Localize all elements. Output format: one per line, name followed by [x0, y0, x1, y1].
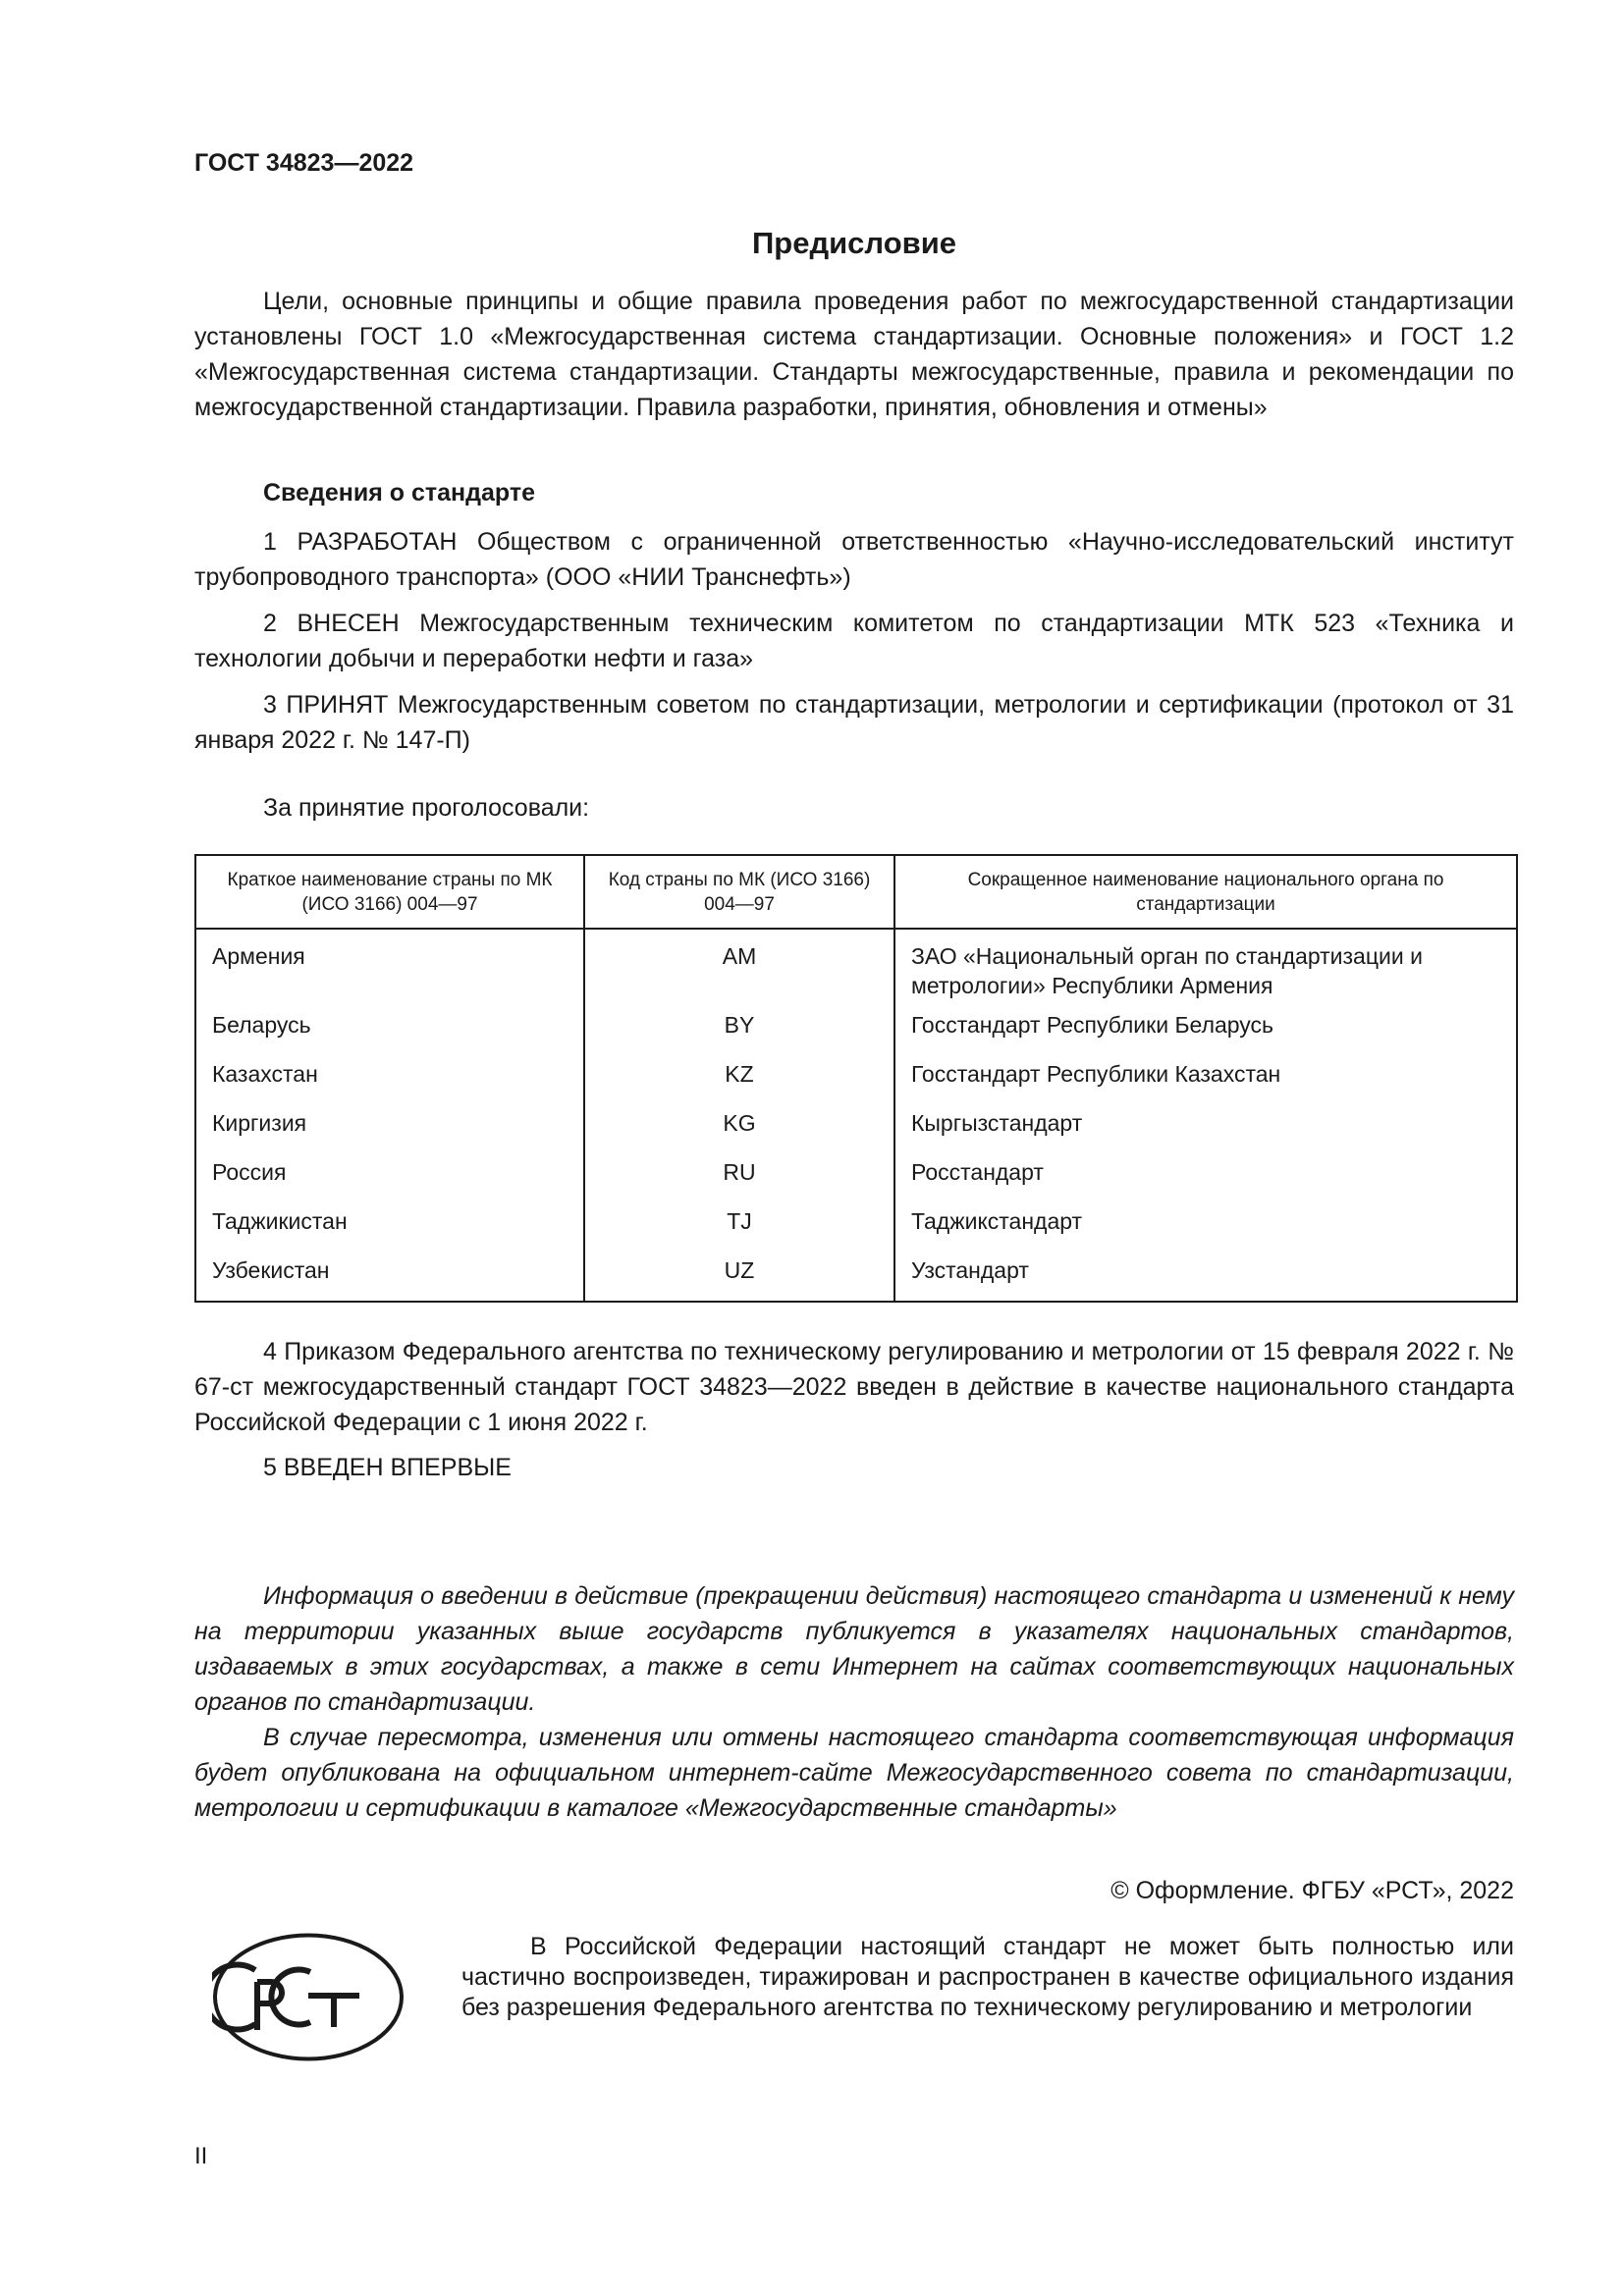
page-title: Предисловие — [751, 226, 956, 260]
code-cell: TJ — [584, 1206, 894, 1255]
table-row — [195, 929, 1517, 1010]
item-1 — [194, 524, 1514, 595]
header-code: Код страны по МК (ИСО 3166) 004—97 — [584, 855, 894, 929]
body-cell: Узстандарт — [894, 1255, 1517, 1302]
country-cell: Киргизия — [195, 1108, 584, 1157]
item-5-text: 5 ВВЕДЕН ВПЕРВЫЕ — [263, 1454, 512, 1481]
item-5 — [194, 1450, 1514, 1485]
body-cell: Росстандарт — [894, 1157, 1517, 1206]
code-cell: UZ — [584, 1255, 894, 1302]
body-cell: Таджикстандарт — [894, 1206, 1517, 1255]
country-cell: Россия — [195, 1157, 584, 1206]
rights-text: В Российской Федерации настоящий стандарт не может быть полностью или частично воспроизведен, тиражирован и распространен в качестве официального издания без разрешения Федерального агентства по техническому регулированию и метрологии — [461, 1933, 1514, 2021]
header-body: Сокращенное наименование национального органа по стандартизации — [894, 855, 1517, 929]
header-country: Краткое наименование страны по МК (ИСО 3166) 004—97 — [195, 855, 584, 929]
table-row — [195, 1206, 1517, 1255]
country-cell: Таджикистан — [195, 1206, 584, 1255]
notice-block — [194, 1578, 1514, 1826]
notice-publication: Информация о введении в действие (прекращении действия) настоящего стандарта и изменений к нему на территории указанных выше государств публикуется в указателях национальных стандартов, издаваемых в этих государствах, а также в сети Интернет на сайтах соответствующих национальных органов по стандартизации. — [194, 1582, 1514, 1716]
code-cell: RU — [584, 1157, 894, 1206]
table-row — [195, 1059, 1517, 1108]
item-3 — [194, 687, 1514, 758]
body-cell: Госстандарт Республики Казахстан — [894, 1059, 1517, 1108]
item-4 — [194, 1334, 1514, 1440]
code-cell: KZ — [584, 1059, 894, 1108]
code-cell: KG — [584, 1108, 894, 1157]
code-cell: BY — [584, 1010, 894, 1059]
country-cell: Беларусь — [195, 1010, 584, 1059]
voted-label — [194, 790, 1514, 826]
table-row — [195, 1255, 1517, 1302]
copyright-line: © Оформление. ФГБУ «РСТ», 2022 — [1110, 1877, 1514, 1904]
item-4-text: 4 Приказом Федерального агентства по техническому регулированию и метрологии от 15 февраля 2022 г. № 67-ст межгосударственный стандарт ГОСТ 34823—2022 введен в действие в качестве национального стандарта Российской Федерации с 1 июня 2022 г. — [194, 1338, 1514, 1436]
item-2 — [194, 606, 1514, 676]
countries-table — [194, 854, 1518, 1303]
body-cell: Кыргызстандарт — [894, 1108, 1517, 1157]
table-row — [195, 1010, 1517, 1059]
voted-label-text: За принятие проголосовали: — [263, 794, 590, 822]
notice-revision: В случае пересмотра, изменения или отмены настоящего стандарта соответствующая информация будет опубликована на официальном интернет-сайте Межгосударственного совета по стандартизации, метрологии и сертификации в каталоге «Межгосударственные стандарты» — [194, 1724, 1514, 1822]
country-cell: Узбекистан — [195, 1255, 584, 1302]
foreword-intro — [194, 284, 1514, 425]
item-1-text: 1 РАЗРАБОТАН Обществом с ограниченной ответственностью «Научно-исследовательский институт трубопроводного транспорта» (ООО «НИИ Транснефть») — [194, 528, 1514, 591]
country-cell: Казахстан — [195, 1059, 584, 1108]
rst-logo-icon — [212, 1933, 405, 2061]
body-cell: Госстандарт Республики Беларусь — [894, 1010, 1517, 1059]
table-row — [195, 1108, 1517, 1157]
info-heading: Сведения о стандарте — [263, 479, 536, 507]
standard-info-heading — [194, 475, 1514, 510]
country-cell: Армения — [195, 929, 584, 1010]
body-cell: ЗАО «Национальный орган по стандартизации и метрологии» Республики Армения — [894, 929, 1517, 1010]
code-cell: AM — [584, 929, 894, 1010]
page-number: II — [194, 2143, 208, 2169]
rights-notice — [461, 1932, 1514, 2023]
intro-paragraph: Цели, основные принципы и общие правила проведения работ по межгосударственной стандартизации установлены ГОСТ 1.0 «Межгосударственная система стандартизации. Основные положения» и ГОСТ 1.2 «Межгосударственная система стандартизации. Стандарты межгосударственные, правила и рекомендации по межгосударственной стандартизации. Правила разработки, принятия, обновления и отмены» — [194, 288, 1514, 421]
document-code: ГОСТ 34823—2022 — [194, 149, 414, 177]
table-row — [195, 1157, 1517, 1206]
item-2-text: 2 ВНЕСЕН Межгосударственным техническим комитетом по стандартизации МТК 523 «Техника и технологии добычи и переработки нефти и газа» — [194, 610, 1514, 672]
item-3-text: 3 ПРИНЯТ Межгосударственным советом по стандартизации, метрологии и сертификации (протокол от 31 января 2022 г. № 147-П) — [194, 691, 1514, 754]
table-header-row — [195, 855, 1517, 929]
